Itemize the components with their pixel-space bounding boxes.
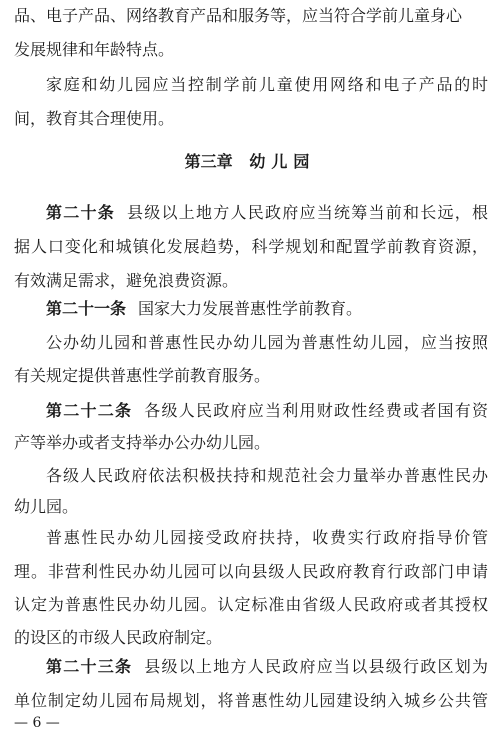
text-line: 的设区的市级人民政府制定。 — [14, 628, 223, 647]
text-line: 幼儿园。 — [14, 497, 79, 516]
text-line: 县级以上地方人民政府应当统筹当前和长远，根 — [127, 203, 488, 222]
chapter-heading — [0, 152, 500, 172]
page-number: — 6 — — [14, 715, 60, 731]
text-line: 各级人民政府应当利用财政性经费或者国有资 — [144, 401, 488, 420]
text-line: 发展规律和年龄特点。 — [14, 40, 175, 59]
chapter-title: 幼儿园 — [249, 152, 316, 171]
text-line: 普惠性民办幼儿园接受政府扶持，收费实行政府指导价管 — [46, 528, 488, 547]
article-first-line — [46, 657, 488, 677]
article-number: 第二十一条 — [46, 299, 127, 318]
text-line: 公办幼儿园和普惠性民办幼儿园为普惠性幼儿园，应当按照 — [46, 333, 488, 352]
text-line: 家庭和幼儿园应当控制学前儿童使用网络和电子产品的时 — [46, 75, 488, 94]
text-line: 国家大力发展普惠性学前教育。 — [138, 299, 363, 318]
article-number: 第二十二条 — [46, 401, 133, 420]
text-line: 据人口变化和城镇化发展趋势，科学规划和配置学前教育资源， — [14, 237, 488, 256]
text-line: 各级人民政府依法积极扶持和规范社会力量举办普惠性民办 — [46, 466, 488, 485]
text-line: 有效满足需求，避免浪费资源。 — [14, 271, 239, 290]
article-number: 第二十三条 — [46, 657, 133, 676]
article-number: 第二十条 — [46, 203, 115, 222]
text-line: 产等举办或者支持举办公办幼儿园。 — [14, 433, 271, 452]
text-line: 有关规定提供普惠性学前教育服务。 — [14, 366, 271, 385]
text-line: 县级以上地方人民政府应当以县级行政区划为 — [144, 657, 488, 676]
text-line: 理。非营利性民办幼儿园可以向县级人民政府教育行政部门申请 — [14, 562, 488, 581]
article-first-line — [46, 401, 488, 421]
text-line: 间，教育其合理使用。 — [14, 109, 175, 128]
text-line: 品、电子产品、网络教育产品和服务等，应当符合学前儿童身心 — [14, 6, 463, 25]
text-line: 单位制定幼儿园布局规划，将普惠性幼儿园建设纳入城乡公共管 — [14, 691, 488, 710]
chapter-number: 第三章 — [184, 152, 233, 171]
text-line: 认定为普惠性民办幼儿园。认定标准由省级人民政府或者其授权 — [14, 595, 488, 614]
article-first-line — [46, 203, 488, 223]
article-first-line — [46, 299, 488, 319]
